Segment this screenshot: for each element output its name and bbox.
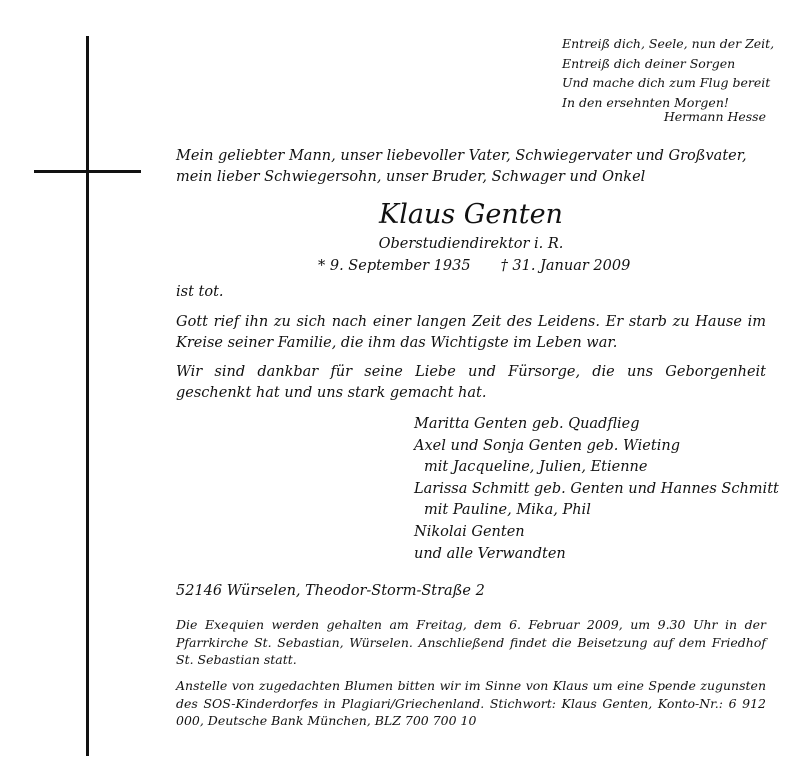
poem-line: Und mache dich zum Flug bereit bbox=[562, 75, 771, 90]
donation-notice: Anstelle von zugedachten Blumen bitten wir im Sinne von Klaus um eine Spende zugunsten des SOS-Kinderdorfes in Plagiari/Griechenland. Stichwort: Klaus Genten, Konto-Nr.: 6 912 000, Deutsche Bank München, BLZ 700 700 10 bbox=[176, 678, 766, 728]
deceased-title: Oberstudiendirektor i. R. bbox=[378, 236, 564, 252]
family-member-children: mit Pauline, Mika, Phil bbox=[424, 502, 591, 518]
family-member: Axel und Sonja Genten geb. Wieting bbox=[414, 437, 680, 454]
poem-line: In den ersehnten Morgen! bbox=[562, 94, 729, 110]
paragraph-gratitude: Wir sind dankbar für seine Liebe und Fürsorge, die uns Geborgenheit geschenkt hat und uns stark gemacht hat. bbox=[176, 364, 766, 401]
paragraph-passing: Gott rief ihn zu sich nach einer langen Zeit des Leidens. Er starb zu Hause im Kreise seiner Familie, die ihm das Wichtigste im Leben war. bbox=[176, 314, 766, 351]
life-dates bbox=[318, 258, 630, 274]
birth-date: * 9. September 1935 bbox=[318, 258, 471, 274]
address: 52146 Würselen, Theodor-Storm-Straße 2 bbox=[176, 583, 485, 599]
poem-line: Entreiß dich deiner Sorgen bbox=[562, 55, 736, 71]
intro-text: Mein geliebter Mann, unser liebevoller Vater, Schwiegervater und Großvater, mein lieber Schwiegersohn, unser Bruder, Schwager und Onkel bbox=[176, 148, 747, 185]
funeral-notice: Die Exequien werden gehalten am Freitag, dem 6. Februar 2009, um 9.30 Uhr in der Pfarrkirche St. Sebastian, Würselen. Anschließend findet die Beisetzung auf dem Friedhof St. Sebastian statt. bbox=[176, 617, 766, 667]
poem bbox=[562, 34, 774, 112]
family-member: Larissa Schmitt geb. Genten und Hannes Schmitt bbox=[414, 480, 779, 497]
poem-line: Entreiß dich, Seele, nun der Zeit, bbox=[562, 36, 775, 51]
poem-author: Hermann Hesse bbox=[663, 109, 766, 124]
relatives-text: und alle Verwandten bbox=[414, 546, 566, 562]
family-member: Maritta Genten geb. Quadflieg bbox=[414, 416, 640, 432]
cross-icon-horizontal-bar bbox=[34, 170, 141, 173]
deceased-name: Klaus Genten bbox=[379, 199, 563, 230]
family-signatures bbox=[414, 414, 779, 543]
cross-icon-vertical-bar bbox=[86, 36, 89, 756]
ist-tot-text: ist tot. bbox=[176, 284, 224, 300]
family-member: Nikolai Genten bbox=[414, 523, 525, 540]
family-member-children: mit Jacqueline, Julien, Etienne bbox=[424, 459, 648, 475]
death-date: † 31. Januar 2009 bbox=[500, 258, 631, 274]
